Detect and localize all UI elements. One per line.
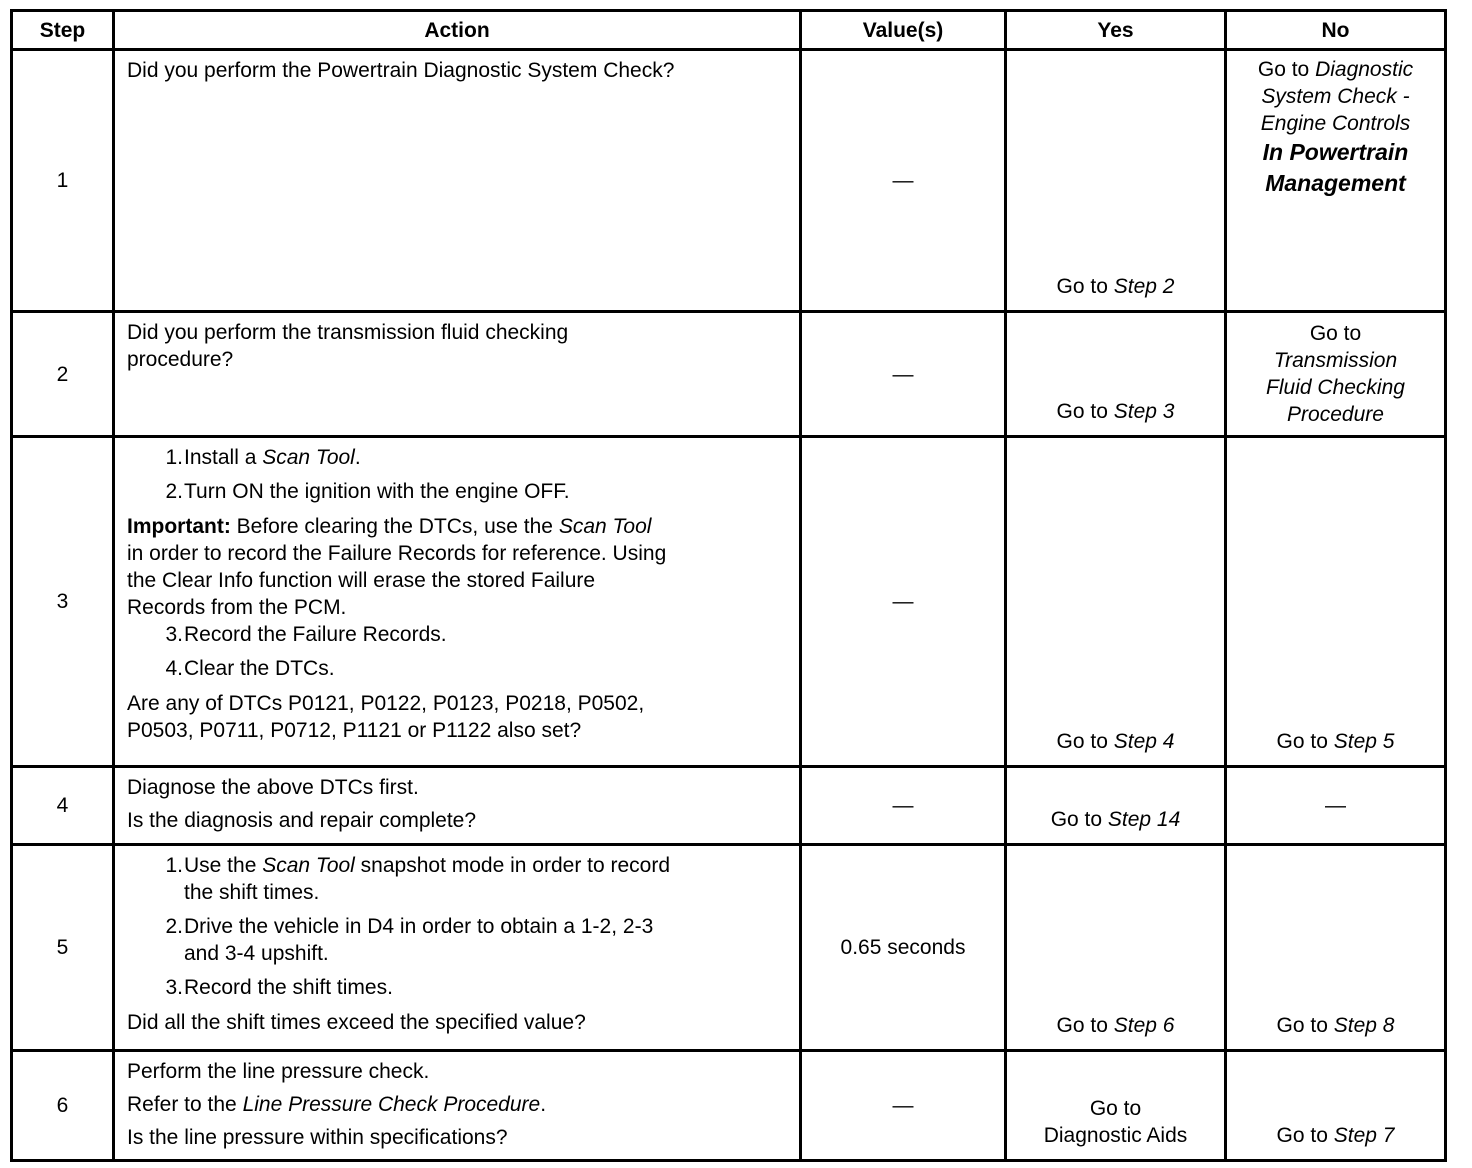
- table-row: [12, 312, 1446, 437]
- yes-cell: [1006, 767, 1226, 845]
- item-text: Record the Failure Records.: [184, 623, 447, 646]
- list-item: [127, 974, 785, 1001]
- yes-cell: [1006, 1051, 1226, 1161]
- yes-prefix: Go to: [1050, 808, 1108, 831]
- value-cell: —: [801, 767, 1006, 845]
- important-text: Before clearing the DTCs, use the: [230, 515, 559, 538]
- no-cell: [1226, 845, 1446, 1051]
- table-row: [12, 845, 1446, 1051]
- action-line: Diagnose the above DTCs first.: [127, 776, 419, 799]
- item-number: 3.: [165, 623, 183, 646]
- table-row: [12, 50, 1446, 312]
- action-line-end: .: [540, 1093, 547, 1116]
- yes-prefix: Go to: [1056, 275, 1114, 298]
- yes-step-link: Step 6: [1113, 1014, 1175, 1037]
- action-cell: [114, 845, 801, 1051]
- no-cell: [1226, 437, 1446, 767]
- question-line: Are any of DTCs P0121, P0122, P0123, P0218, P0502,: [127, 692, 645, 715]
- no-manual-ref: Management: [1265, 170, 1406, 196]
- yes-prefix: Go to: [1056, 730, 1114, 753]
- yes-cell: [1006, 312, 1226, 437]
- yes-cell: [1006, 50, 1226, 312]
- step-number: 1: [12, 50, 114, 312]
- yes-line: Diagnostic Aids: [1043, 1124, 1188, 1147]
- value-cell: 0.65 seconds: [801, 845, 1006, 1051]
- list-item: [127, 478, 785, 505]
- value-cell: —: [801, 50, 1006, 312]
- action-cell: [114, 50, 801, 312]
- step-number: 4: [12, 767, 114, 845]
- item-number: 1.: [165, 854, 183, 877]
- yes-prefix: Go to: [1056, 400, 1114, 423]
- header-values: Value(s): [801, 11, 1006, 50]
- yes-step-link: Step 2: [1113, 275, 1175, 298]
- item-text: Install a: [184, 446, 263, 469]
- item-text: Clear the DTCs.: [184, 657, 335, 680]
- list-item: [127, 913, 785, 967]
- header-action: Action: [114, 11, 801, 50]
- no-step-link: Step 8: [1333, 1014, 1395, 1037]
- step-number: 5: [12, 845, 114, 1051]
- no-prefix: Go to: [1276, 730, 1334, 753]
- action-cell: [114, 767, 801, 845]
- header-no: No: [1226, 11, 1446, 50]
- question-line: P0503, P0711, P0712, P1121 or P1122 also set?: [127, 719, 582, 742]
- item-text: Use the: [184, 854, 263, 877]
- no-ref-part: System Check -: [1261, 85, 1410, 108]
- diagnostic-table: [10, 9, 1447, 1162]
- action-line: Is the line pressure within specifications?: [127, 1126, 508, 1149]
- important-label: Important:: [127, 515, 231, 538]
- important-note: [127, 513, 785, 621]
- value-cell: —: [801, 437, 1006, 767]
- item-text: Record the shift times.: [184, 976, 393, 999]
- item-number: 3.: [165, 976, 183, 999]
- table-row: [12, 437, 1446, 767]
- question: [127, 690, 785, 744]
- item-number: 2.: [165, 480, 183, 503]
- action-line: procedure?: [127, 348, 234, 371]
- step-number: 3: [12, 437, 114, 767]
- action-cell: [114, 1051, 801, 1161]
- item-text: the shift times.: [184, 881, 320, 904]
- tool-name: Scan Tool: [262, 854, 355, 877]
- tool-name: Scan Tool: [262, 446, 355, 469]
- no-step-link: Step 7: [1333, 1124, 1395, 1147]
- yes-prefix: Go to: [1056, 1014, 1114, 1037]
- no-ref-part: Transmission: [1273, 349, 1398, 372]
- item-number: 1.: [165, 446, 183, 469]
- table-row: [12, 767, 1446, 845]
- no-ref-part: Engine Controls: [1260, 112, 1411, 135]
- step-number: 2: [12, 312, 114, 437]
- instruction-list: [127, 621, 785, 682]
- header-row: [12, 11, 1446, 50]
- item-text: Turn ON the ignition with the engine OFF.: [184, 480, 570, 503]
- step-number: 6: [12, 1051, 114, 1161]
- no-prefix: Go to: [1276, 1014, 1334, 1037]
- no-cell: [1226, 312, 1446, 437]
- action-line: Refer to the: [127, 1093, 243, 1116]
- important-text: in order to record the Failure Records for reference. Using: [127, 542, 667, 565]
- important-text: Records from the PCM.: [127, 596, 347, 619]
- table-row: [12, 1051, 1446, 1161]
- no-ref-part: Fluid Checking: [1266, 376, 1405, 399]
- item-text: Drive the vehicle in D4 in order to obtain a 1-2, 2-3: [184, 915, 654, 938]
- item-text: snapshot mode in order to record: [354, 854, 671, 877]
- no-manual-ref: In Powertrain: [1262, 139, 1409, 165]
- no-prefix: Go to: [1309, 322, 1362, 345]
- procedure-reference: Line Pressure Check Procedure: [242, 1093, 541, 1116]
- no-prefix: Go to: [1276, 1124, 1334, 1147]
- no-prefix: Go to: [1257, 58, 1316, 81]
- no-ref-part: Diagnostic: [1315, 58, 1414, 81]
- no-step-link: Step 5: [1333, 730, 1395, 753]
- no-cell: [1226, 50, 1446, 312]
- action-cell: [114, 437, 801, 767]
- no-ref-part: Procedure: [1287, 403, 1384, 426]
- instruction-list: [127, 444, 785, 505]
- list-item: [127, 852, 785, 906]
- yes-step-link: Step 3: [1113, 400, 1175, 423]
- yes-cell: [1006, 845, 1226, 1051]
- no-cell: —: [1226, 767, 1446, 845]
- header-yes: Yes: [1006, 11, 1226, 50]
- question-line: Did all the shift times exceed the specified value?: [127, 1011, 586, 1034]
- important-text: the Clear Info function will erase the stored Failure: [127, 569, 596, 592]
- item-text-end: .: [354, 446, 361, 469]
- yes-cell: [1006, 437, 1226, 767]
- action-line: Did you perform the transmission fluid checking: [127, 321, 569, 344]
- header-step: Step: [12, 11, 114, 50]
- action-text: Did you perform the Powertrain Diagnostic System Check?: [127, 59, 675, 82]
- yes-step-link: Step 4: [1113, 730, 1175, 753]
- yes-line: Go to: [1089, 1097, 1142, 1120]
- list-item: [127, 444, 785, 471]
- tool-name: Scan Tool: [558, 515, 652, 538]
- item-number: 4.: [165, 657, 183, 680]
- action-line: Is the diagnosis and repair complete?: [127, 809, 477, 832]
- yes-step-link: Step 14: [1107, 808, 1181, 831]
- action-cell: [114, 312, 801, 437]
- action-line: Perform the line pressure check.: [127, 1060, 430, 1083]
- value-cell: —: [801, 312, 1006, 437]
- value-cell: —: [801, 1051, 1006, 1161]
- list-item: [127, 655, 785, 682]
- item-number: 2.: [165, 915, 183, 938]
- instruction-list: [127, 852, 785, 1001]
- list-item: [127, 621, 785, 648]
- no-cell: [1226, 1051, 1446, 1161]
- item-text: and 3-4 upshift.: [184, 942, 329, 965]
